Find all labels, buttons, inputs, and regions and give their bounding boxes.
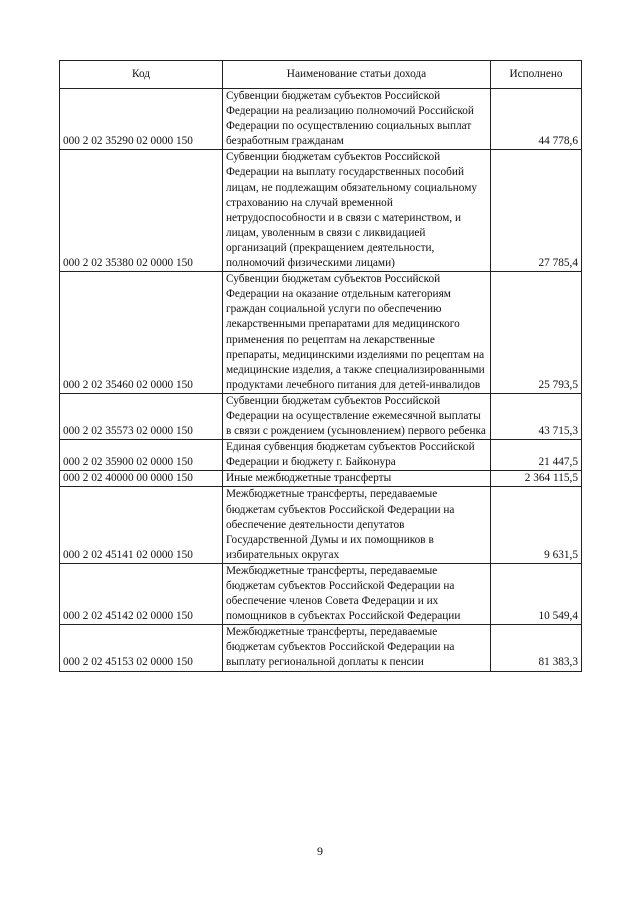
row-value: 43 715,3 — [491, 393, 582, 439]
row-value: 21 447,5 — [491, 440, 582, 471]
row-name: Субвенции бюджетам субъектов Российской Федерации на оказание отдельным категориям граждан социальной услуги по обеспечению лекарственными препаратами для медицинского применения по рецептам на лекарственные препараты, медицинскими изделиями по рецептам на медицинские изделия, а также специализированными продуктами лечебного питания для детей-инвалидов — [223, 272, 491, 394]
table-row — [60, 150, 582, 272]
row-code: 000 2 02 35573 02 0000 150 — [60, 393, 223, 439]
row-name: Межбюджетные трансферты, передаваемые бюджетам субъектов Российской Федерации на обеспечение деятельности депутатов Государственной Думы и их помощников в избирательных округах — [223, 487, 491, 563]
table-row — [60, 393, 582, 439]
row-value: 25 793,5 — [491, 272, 582, 394]
revenue-table — [59, 60, 582, 672]
row-code: 000 2 02 40000 00 0000 150 — [60, 471, 223, 487]
row-name: Субвенции бюджетам субъектов Российской Федерации на осуществление ежемесячной выплаты в связи с рождением (усыновлением) первого ребенка — [223, 393, 491, 439]
header-value: Исполнено — [491, 61, 582, 89]
row-value: 10 549,4 — [491, 563, 582, 624]
row-name: Субвенции бюджетам субъектов Российской Федерации на реализацию полномочий Российской Федерации по осуществлению социальных выплат безработным гражданам — [223, 89, 491, 150]
row-value: 81 383,3 — [491, 625, 582, 671]
table-row — [60, 272, 582, 394]
table-row — [60, 471, 582, 487]
row-code: 000 2 02 45153 02 0000 150 — [60, 625, 223, 671]
row-value: 27 785,4 — [491, 150, 582, 272]
header-name: Наименование статьи дохода — [223, 61, 491, 89]
row-value: 44 778,6 — [491, 89, 582, 150]
row-code: 000 2 02 45141 02 0000 150 — [60, 487, 223, 563]
row-code: 000 2 02 35460 02 0000 150 — [60, 272, 223, 394]
row-name: Межбюджетные трансферты, передаваемые бюджетам субъектов Российской Федерации на обеспечение членов Совета Федерации и их помощников в субъектах Российской Федерации — [223, 563, 491, 624]
row-code: 000 2 02 45142 02 0000 150 — [60, 563, 223, 624]
header-code: Код — [60, 61, 223, 89]
row-name: Межбюджетные трансферты, передаваемые бюджетам субъектов Российской Федерации на выплату региональной доплаты к пенсии — [223, 625, 491, 671]
table-header-row — [60, 61, 582, 89]
row-name: Субвенции бюджетам субъектов Российской Федерации на выплату государственных пособий лицам, не подлежащим обязательному социальному страхованию на случай временной нетрудоспособности и в связи с материнством, и лицам, уволенным в связи с ликвидацией организаций (прекращением деятельности, полномочий физическими лицами) — [223, 150, 491, 272]
row-code: 000 2 02 35900 02 0000 150 — [60, 440, 223, 471]
table-row — [60, 440, 582, 471]
page-number: 9 — [317, 844, 323, 858]
table-row — [60, 89, 582, 150]
table-row — [60, 487, 582, 563]
row-value: 2 364 115,5 — [491, 471, 582, 487]
table-row — [60, 625, 582, 671]
row-value: 9 631,5 — [491, 487, 582, 563]
row-code: 000 2 02 35380 02 0000 150 — [60, 150, 223, 272]
row-name: Единая субвенция бюджетам субъектов Российской Федерации и бюджету г. Байконура — [223, 440, 491, 471]
row-code: 000 2 02 35290 02 0000 150 — [60, 89, 223, 150]
row-name: Иные межбюджетные трансферты — [223, 471, 491, 487]
table-row — [60, 563, 582, 624]
